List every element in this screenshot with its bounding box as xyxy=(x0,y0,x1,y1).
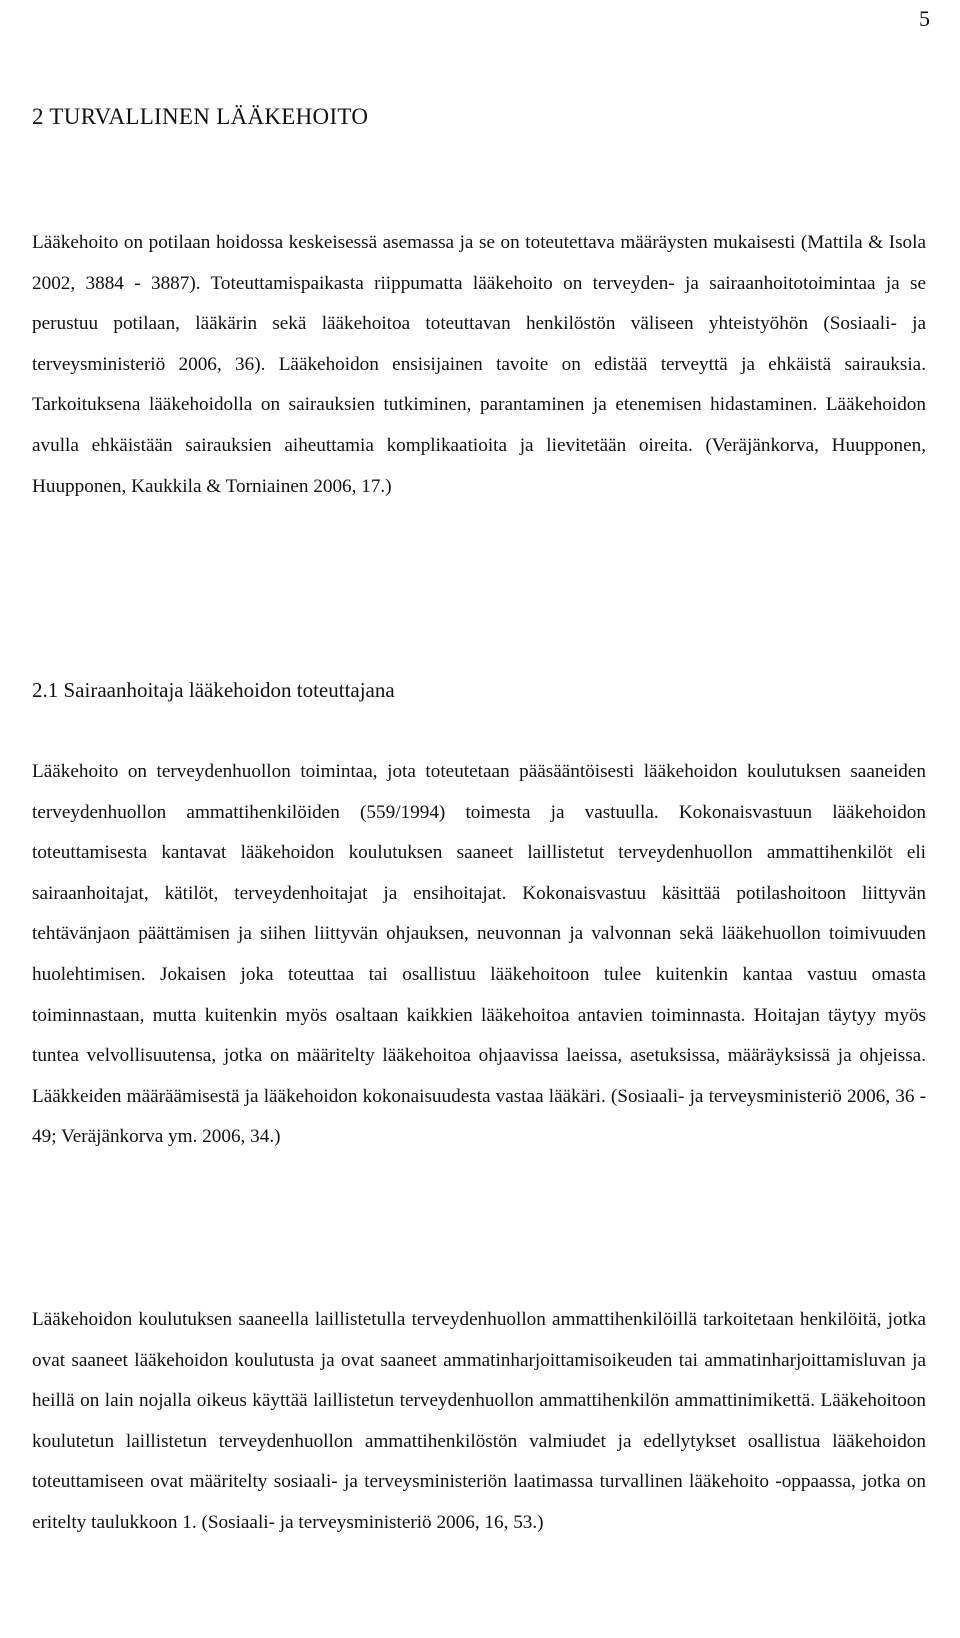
chapter-heading: 2 TURVALLINEN LÄÄKEHOITO xyxy=(32,104,369,129)
body-paragraph: Lääkehoito on potilaan hoidossa keskeisessä asemassa ja se on toteutettava määräysten mukaisesti (Mattila & Isola 2002, 3884 - 3887). Toteuttamispaikasta riippumatta lääkehoito on terveyden- ja sairaanhoitotoimintaa ja se perustuu potilaan, lääkärin sekä lääkehoitoa toteuttavan henkilöstön väliseen yhteistyöhön (Sosiaali- ja terveysministeriö 2006, 36). Lääkehoidon ensisijainen tavoite on edistää terveyttä ja ehkäistä sairauksia. Tarkoituksena lääkehoidolla on sairauksien tutkiminen, parantaminen ja etenemisen hidastaminen. Lääkehoidon avulla ehkäistään sairauksien aiheuttamia komplikaatioita ja lievitetään oireita. (Veräjänkorva, Huupponen, Huupponen, Kaukkila & Torniainen 2006, 17.) xyxy=(32,232,926,497)
section-heading: 2.1 Sairaanhoitaja lääkehoidon toteuttajana xyxy=(32,678,395,702)
page-number: 5 xyxy=(919,6,930,31)
body-paragraph: Lääkehoidon koulutuksen saaneella laillistetulla terveydenhuollon ammattihenkilöillä tarkoitetaan henkilöitä, jotka ovat saaneet lääkehoidon koulutusta ja ovat saaneet ammatinharjoittamisoikeuden tai ammatinharjoittamisluvan ja heillä on lain nojalla oikeus käyttää laillistetun terveydenhuollon ammattihenkilön ammattinimikettä. Lääkehoitoon koulutetun laillistetun terveydenhuollon ammattihenkilöstön valmiudet ja edellytykset osallistua lääkehoidon toteuttamiseen ovat määritelty sosiaali- ja terveysministeriön laatimassa turvallinen lääkehoito -oppaassa, jotka on eritelty taulukkoon 1. (Sosiaali- ja terveysministeriö 2006, 16, 53.) xyxy=(32,1309,926,1533)
body-paragraph: Lääkehoito on terveydenhuollon toimintaa, jota toteutetaan pääsääntöisesti lääkehoidon koulutuksen saaneiden terveydenhuollon ammattihenkilöiden (559/1994) toimesta ja vastuulla. Kokonaisvastuun lääkehoidon toteuttamisesta kantavat lääkehoidon koulutuksen saaneet laillistetut terveydenhuollon ammattihenkilöt eli sairaanhoitajat, kätilöt, terveydenhoitajat ja ensihoitajat. Kokonaisvastuu käsittää potilashoitoon liittyvän tehtävänjaon päättämisen ja siihen liittyvän ohjauksen, neuvonnan ja valvonnan sekä lääkehuollon toimivuuden huolehtimisen. Jokaisen joka toteuttaa tai osallistuu lääkehoitoon tulee kuitenkin kantaa vastuu omasta toiminnastaan, mutta kuitenkin myös osaltaan kaikkien lääkehoitoa antavien toiminnasta. Hoitajan täytyy myös tuntea velvollisuutensa, jotka on määritelty lääkehoitoa ohjaavissa laeissa, asetuksissa, määräyksissä ja ohjeissa. Lääkkeiden määräämisestä ja lääkehoidon kokonaisuudesta vastaa lääkäri. (Sosiaali- ja terveysministeriö 2006, 36 - 49; Veräjänkorva ym. 2006, 34.) xyxy=(32,761,926,1148)
